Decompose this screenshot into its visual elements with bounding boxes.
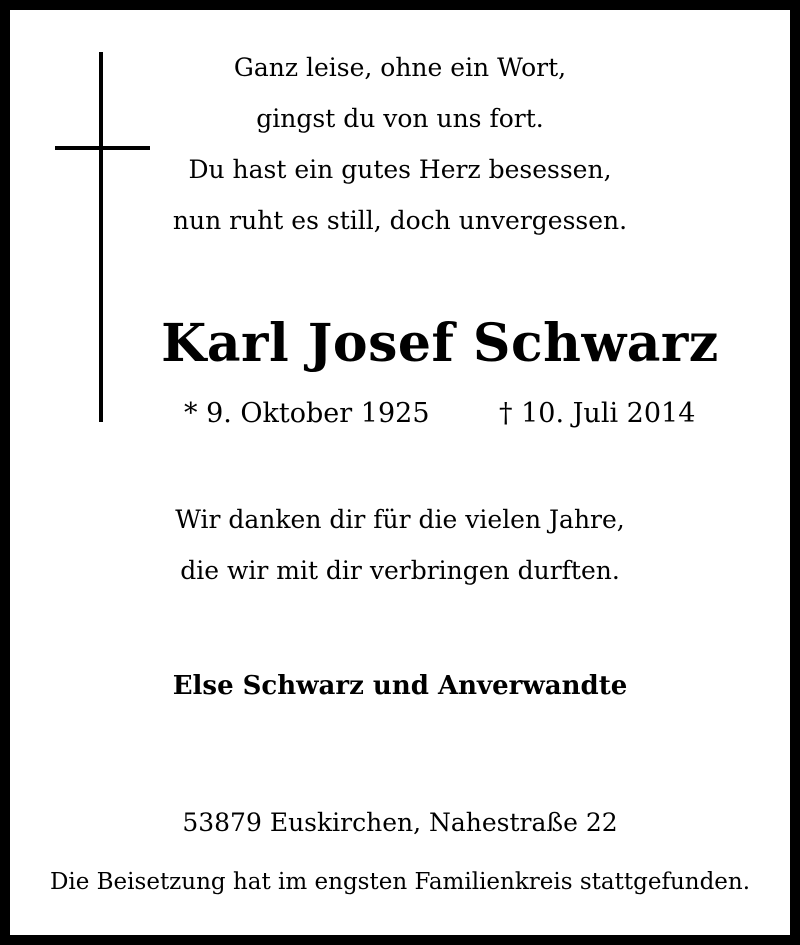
cross-icon-horizontal-bar: [55, 146, 150, 150]
mourners-signature: Else Schwarz und Anverwandte: [172, 671, 628, 701]
address: 53879 Euskirchen, Nahestraße 22: [182, 808, 618, 837]
poem-line-4: nun ruht es still, doch unvergessen.: [172, 206, 628, 235]
thanks-line-2: die wir mit dir verbringen durften.: [180, 556, 620, 585]
life-dates: [0, 400, 800, 434]
thanks-line-1: Wir danken dir für die vielen Jahre,: [175, 505, 625, 534]
deceased-name: Karl Josef Schwarz: [161, 313, 719, 374]
poem-line-1: Ganz leise, ohne ein Wort,: [233, 53, 567, 82]
death-date: † 10. Juli 2014: [499, 398, 696, 429]
poem-line-3: Du hast ein gutes Herz besessen,: [188, 155, 612, 184]
birth-date: * 9. Oktober 1925: [184, 398, 430, 429]
poem-line-2: gingst du von uns fort.: [256, 104, 544, 133]
funeral-note: Die Beisetzung hat im engsten Familienkreis stattgefunden.: [49, 869, 751, 895]
